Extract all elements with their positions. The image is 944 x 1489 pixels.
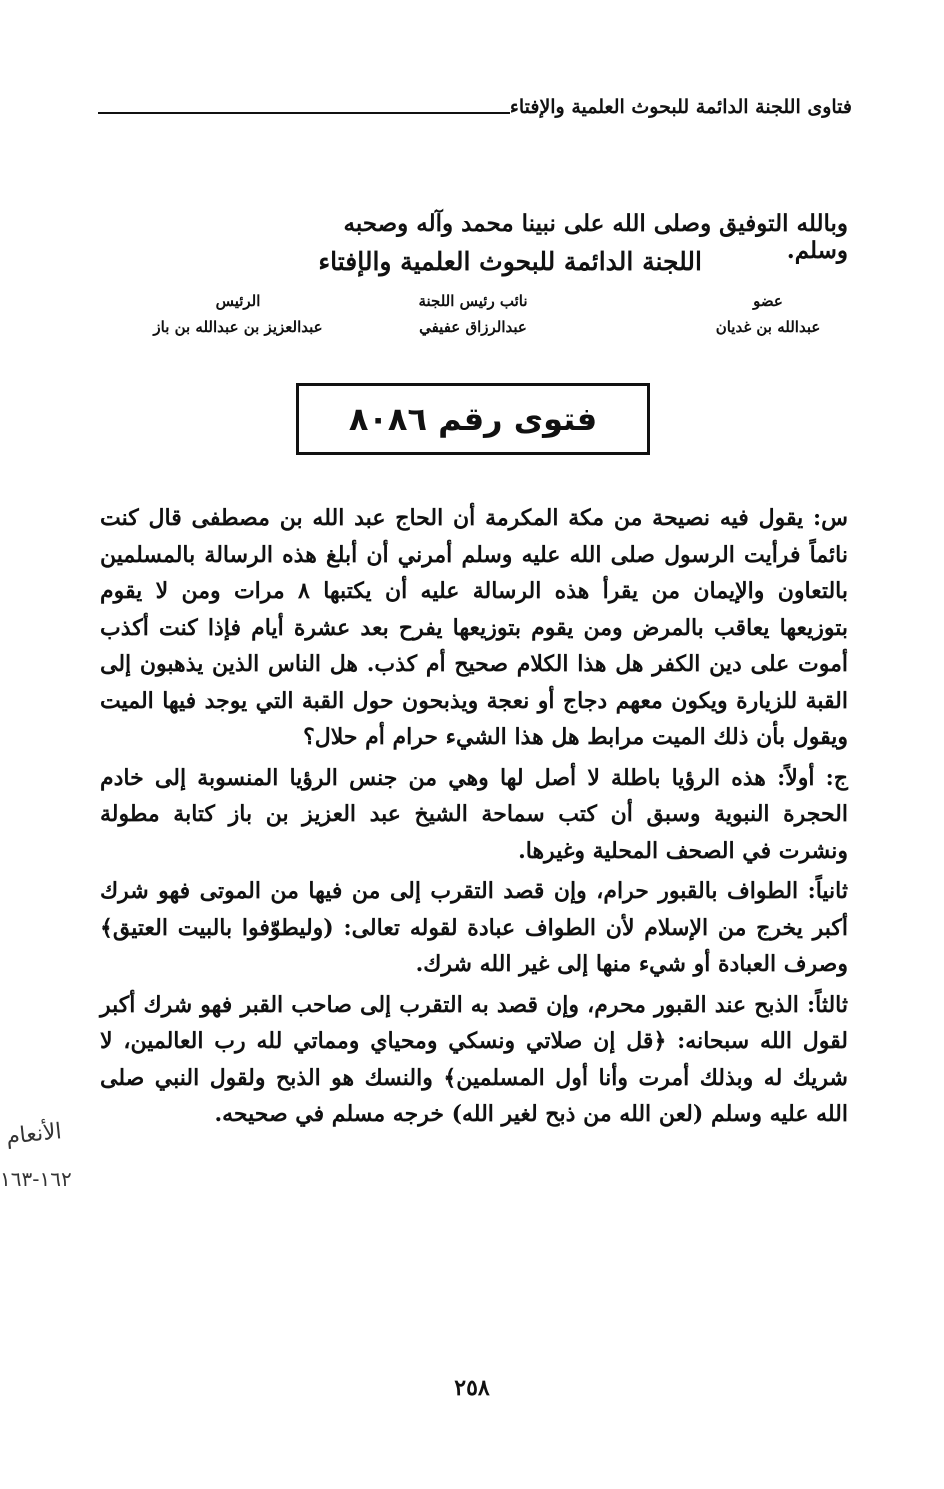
- running-header: [98, 90, 852, 120]
- signatory-member: [688, 292, 848, 336]
- signatory-role: عضو: [753, 292, 783, 310]
- header-rule: [98, 112, 510, 114]
- fatwa-title-box: [296, 383, 650, 455]
- answer-first-point: ج: أولاً: هذه الرؤيا باطلة لا أصل لها وهي من جنس الرؤيا المنسوبة إلى خادم الحجرة النبوية وسبق أن كتب سماحة الشيخ عبد العزيز بن باز كتابة مطولة ونشرت في الصحف المحلية وغيرها.: [100, 764, 848, 864]
- running-header-title: فتاوى اللجنة الدائمة للبحوث العلمية والإفتاء: [509, 96, 852, 118]
- signatory-role: الرئيس: [215, 292, 261, 310]
- answer-second-point: ثانياً: الطواف بالقبور حرام، وإن قصد التقرب إلى من فيها من الموتى فهو شرك أكبر يخرج من الإسلام لأن الطواف عبادة لقوله تعالى: (وليطوّفوا بالبيت العتيق﴾ وصرف العبادة أو شيء منها إلى غير الله شرك.: [100, 878, 848, 977]
- signatory-name: عبدالله بن غديان: [715, 318, 821, 336]
- committee-name: اللجنة الدائمة للبحوث العلمية والإفتاء: [318, 247, 702, 276]
- page-number: ٢٥٨: [454, 1375, 490, 1401]
- signatory-chair: [138, 292, 338, 336]
- signatories: [118, 292, 848, 352]
- answer-third-point: ثالثاً: الذبح عند القبور محرم، وإن قصد به التقرب إلى صاحب القبر فهو شرك أكبر لقول الله سبحانه: ﴿قل إن صلاتي ونسكي ومحياي ومماتي لله رب العالمين، لا شريك له وبذلك أمرت وأنا أول المسلمين﴾ والنسك هو الذبح ولقول النبي صلى الله عليه وسلم (لعن الله من ذبح لغير الله) خرجه مسلم في صحيحه.: [100, 991, 848, 1127]
- signatory-name: عبدالرزاق عفيفي: [419, 318, 527, 336]
- fatwa-title: فتوى رقم ٨٠٨٦: [348, 400, 598, 438]
- signatory-name: عبدالعزيز بن عبدالله بن باز: [153, 318, 323, 336]
- closing-line: وبالله التوفيق وصلى الله على نبينا محمد وآله وصحبه وسلم.: [343, 210, 848, 264]
- signatory-role: نائب رئيس اللجنة: [418, 292, 528, 310]
- question-paragraph: س: يقول فيه نصيحة من مكة المكرمة أن الحاج عبد الله بن مصطفى قال كنت نائماً فرأيت الرسول صلى الله عليه وسلم أمرني أن أبلغ هذه الرسالة بالمسلمين بالتعاون والإيمان من يقرأ هذه الرسالة عليه أن يكتبها ٨ مرات ومن لا يقوم بتوزيعها يعاقب بالمرض ومن يقوم بتوزيعها يفرح بعد عشرة أيام فإذا كنت أكذب أموت على دين الكفر هل هذا الكلام صحيح أم كذب. هل الناس الذين يذهبون إلى القبة للزيارة ويكون معهم دجاج أو نعجة ويذبحون حول القبة التي يوجد فيها الميت ويقول بأن ذلك الميت مرابط هل هذا الشيء حرام أم حلال؟: [100, 505, 848, 750]
- fatwa-body: [100, 500, 848, 1137]
- handwritten-margin-note: الأنعام: [4, 1119, 63, 1150]
- signatory-vice-chair: [398, 292, 548, 336]
- handwritten-margin-note: ١٦٢-١٦٣: [0, 1167, 72, 1191]
